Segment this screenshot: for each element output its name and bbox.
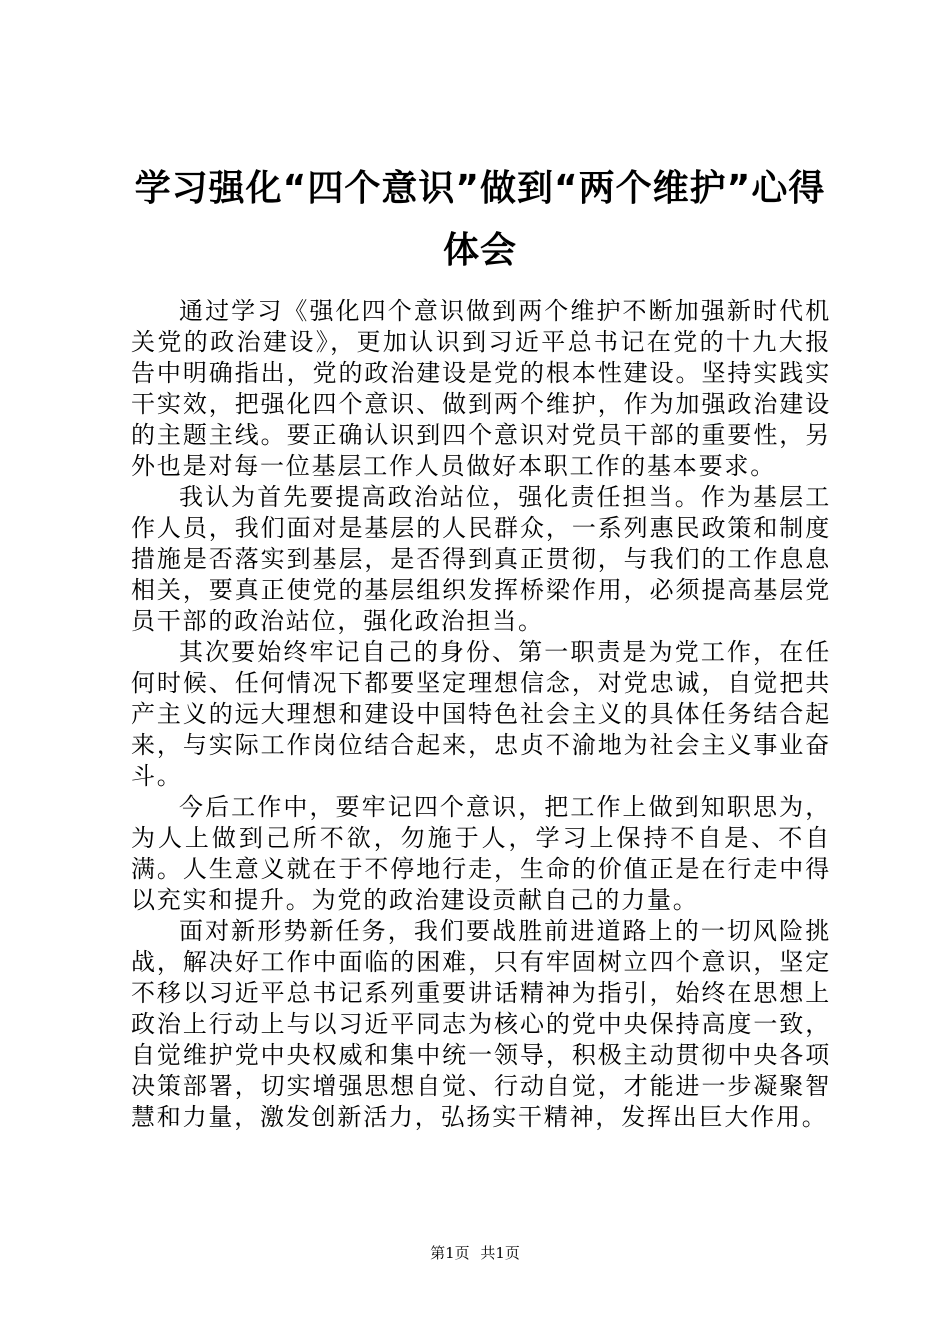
document-body bbox=[131, 296, 831, 1133]
page-footer bbox=[0, 1243, 950, 1263]
page-number-total: 共1页 bbox=[480, 1244, 520, 1262]
paragraph-2: 我认为首先要提高政治站位，强化责任担当。作为基层工作人员，我们面对是基层的人民群众，一系列惠民政策和制度措施是否落实到基层，是否得到真正贯彻，与我们的工作息息相关，要真正使党的基层组织发挥桥梁作用，必须提高基层党员干部的政治站位，强化政治担当。 bbox=[131, 483, 831, 635]
paragraph-1: 通过学习《强化四个意识做到两个维护不断加强新时代机关党的政治建设》，更加认识到习近平总书记在党的十九大报告中明确指出，党的政治建设是党的根本性建设。坚持实践实干实效，把强化四个意识、做到两个维护，作为加强政治建设的主题主线。要正确认识到四个意识对党员干部的重要性，另外也是对每一位基层工作人员做好本职工作的基本要求。 bbox=[131, 297, 831, 480]
paragraph-4: 今后工作中，要牢记四个意识，把工作上做到知职思为，为人上做到己所不欲，勿施于人，学习上保持不自是、不自满。人生意义就在于不停地行走，生命的价值正是在行走中得以充实和提升。为党的政治建设贡献自己的力量。 bbox=[131, 793, 831, 914]
paragraph-3: 其次要始终牢记自己的身份、第一职责是为党工作，在任何时候、任何情况下都要坚定理想信念，对党忠诚，自觉把共产主义的远大理想和建设中国特色社会主义的具体任务结合起来，与实际工作岗位结合起来，忠贞不渝地为社会主义事业奋斗。 bbox=[131, 638, 831, 790]
paragraph-5: 面对新形势新任务，我们要战胜前进道路上的一切风险挑战，解决好工作中面临的困难，只有牢固树立四个意识，坚定不移以习近平总书记系列重要讲话精神为指引，始终在思想上政治上行动上与以习近平同志为核心的党中央保持高度一致，自觉维护党中央权威和集中统一领导，积极主动贯彻中央各项决策部署，切实增强思想自觉、行动自觉，才能进一步凝聚智慧和力量，激发创新活力，弘扬实干精神，发挥出巨大作用。 bbox=[131, 917, 831, 1131]
page-number-current: 第1页 bbox=[430, 1244, 470, 1262]
document-title: 学习强化“四个意识”做到“两个维护”心得体会 bbox=[134, 168, 826, 271]
